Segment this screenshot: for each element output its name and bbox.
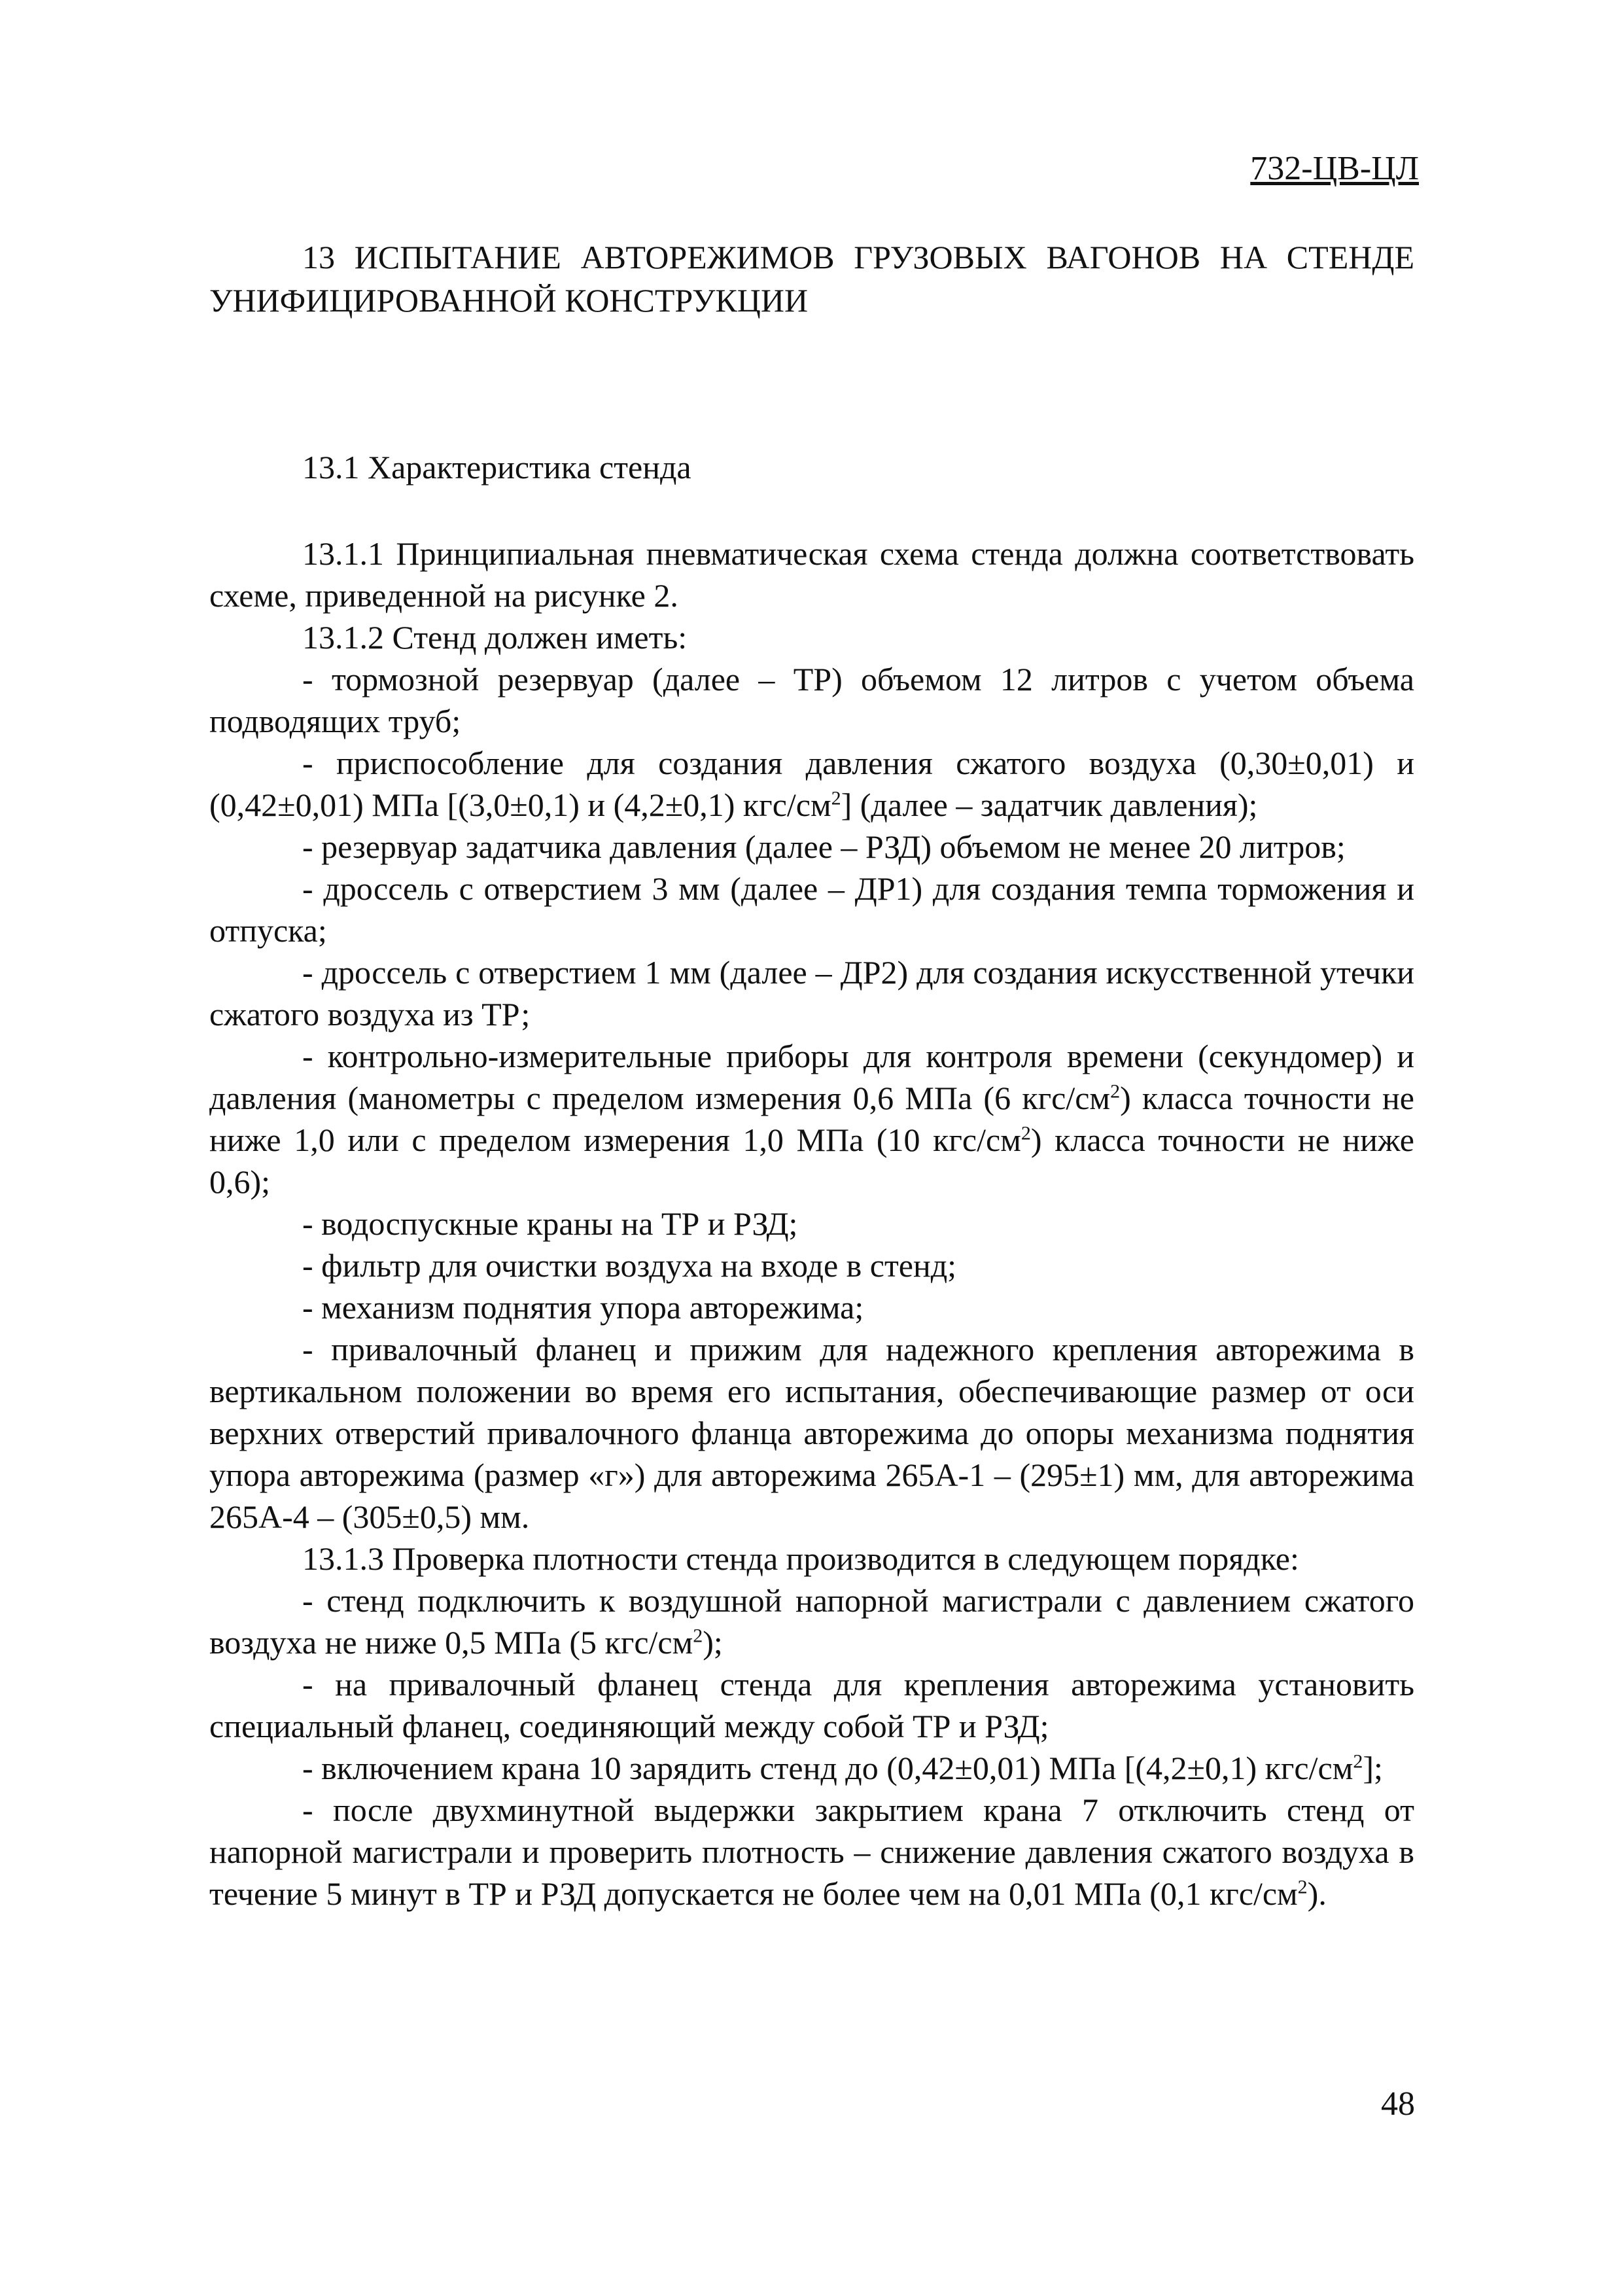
list-item-air-filter: - фильтр для очистки воздуха на входе в стенд; [302,1247,957,1284]
page-content [209,236,1414,1915]
step-install-special-flange: - на привалочный фланец стенда для крепления авторежима установить специальный фланец, соединяющий между собой ТР и РЗД; [209,1666,1414,1744]
paragraph-13-1-3: 13.1.3 Проверка плотности стенда производится в следующем порядке: [302,1540,1299,1577]
list-item-mounting-flange: - привалочный фланец и прижим для надежного крепления авторежима в вертикальном положении во время его испытания, обеспечивающие размер от оси верхних отверстий привалочного фланца авторежима до опоры механизма поднятия упора авторежима (размер «г») для авторежима 265А-1 – (295±1) мм, для авторежима 265А-4 – (305±0,5) мм. [209,1331,1414,1535]
step-connect-stand: - стенд подключить к воздушной напорной магистрали с давлением сжатого воздуха не ниже 0,5 МПа (5 кгс/$см^2$); [209,1582,1414,1661]
list-item-rzd-reservoir: - резервуар задатчика давления (далее – РЗД) объемом не менее 20 литров; [302,828,1346,865]
step-charge-stand: - включением крана 10 зарядить стенд до (0,42±0,01) МПа [(4,2±0,1) кгс/$см^2$]; [302,1750,1383,1786]
paragraph-13-1-1: 13.1.1 Принципиальная пневматическая схема стенда должна соответствовать схеме, приведенной на рисунке 2. [209,535,1414,614]
paragraph-13-1-2: 13.1.2 Стенд должен иметь: [302,619,688,656]
section-title: 13 ИСПЫТАНИЕ АВТОРЕЖИМОВ ГРУЗОВЫХ ВАГОНОВ НА СТЕНДЕ УНИФИЦИРОВАННОЙ КОНСТРУКЦИИ [209,239,1414,319]
subsection-title: 13.1 Характеристика стенда [302,449,691,486]
page-number: 48 [1381,2085,1415,2123]
list-item-instruments: - контрольно-измерительные приборы для контроля времени (секундомер) и давления (манометры с пределом измерения 0,6 МПа (6 кгс/$см^2$) класса точности не ниже 1,0 или с пределом измерения 1,0 МПа (10 кгс/$см^2$) класса точности не ниже 0,6); [209,1038,1415,1200]
list-item-pressure-setter: - приспособление для создания давления сжатого воздуха (0,30±0,01) и (0,42±0,01) МПа [(3,0±0,1) и (4,2±0,1) кгс/$см^2$] (далее – задатчик давления); [209,745,1414,823]
list-item-brake-reservoir: - тормозной резервуар (далее – ТР) объемом 12 литров с учетом объема подводящих труб; [209,661,1414,739]
step-check-tightness: - после двухминутной выдержки закрытием крана 7 отключить стенд от напорной магистрали и проверить плотность – снижение давления сжатого воздуха в течение 5 минут в ТР и РЗД допускается не более чем на 0,01 МПа (0,1 кгс/$см^2$). [209,1792,1414,1912]
document-code: 732-ЦВ-ЦЛ [1250,150,1419,187]
list-item-drain-cranes: - водоспускные краны на ТР и РЗД; [302,1205,798,1242]
list-item-lift-mechanism: - механизм поднятия упора авторежима; [302,1289,864,1326]
list-item-throttle-dr1: - дроссель с отверстием 3 мм (далее – ДР1) для создания темпа торможения и отпуска; [209,870,1414,949]
list-item-throttle-dr2: - дроссель с отверстием 1 мм (далее – ДР2) для создания искусственной утечки сжатого воздуха из ТР; [209,954,1414,1033]
